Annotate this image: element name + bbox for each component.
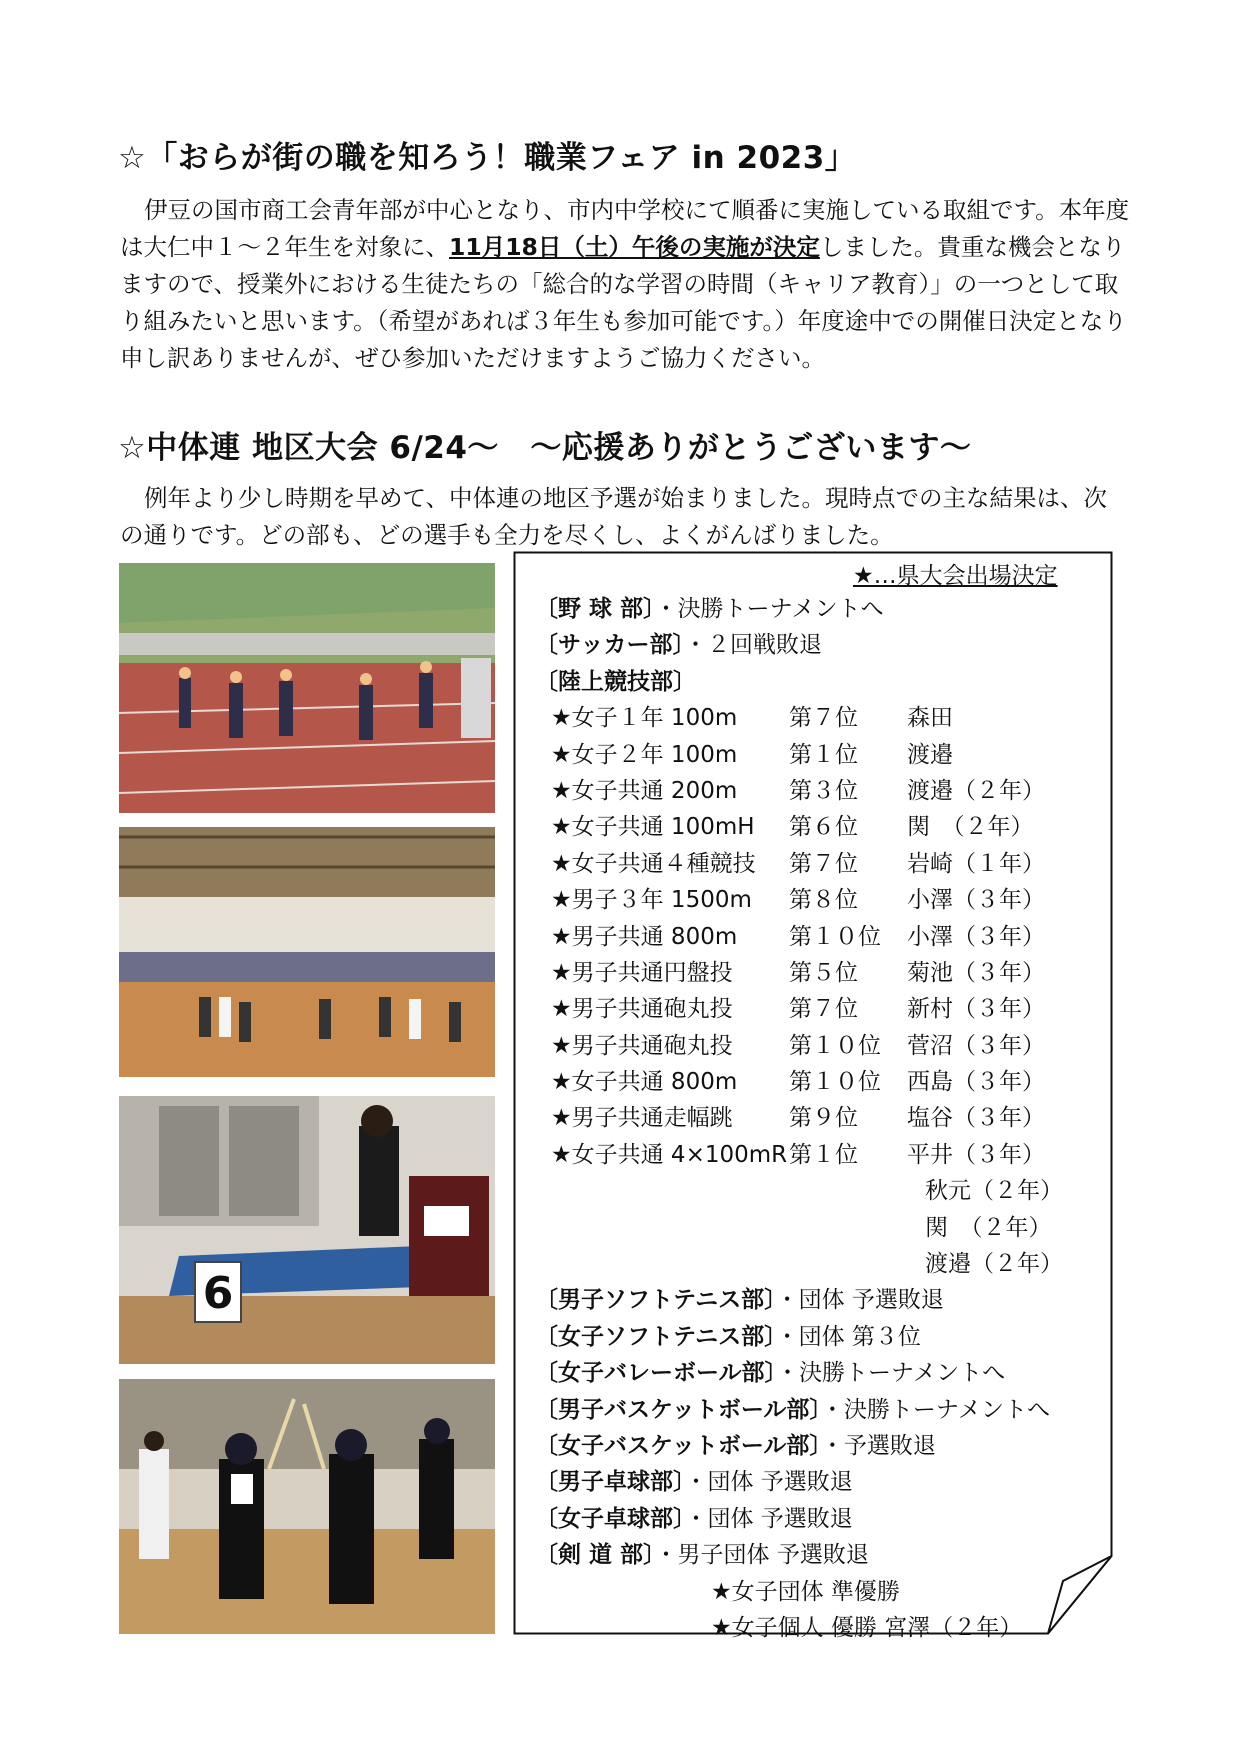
relay-member: 秋元（２年） <box>925 1178 1063 1205</box>
fair-paragraph <box>120 192 1130 377</box>
track-row <box>535 846 1103 882</box>
track-athlete: 平井（３年） <box>907 1141 1045 1168</box>
relay-member: 関 （２年） <box>925 1214 1052 1241</box>
result-mens-soft-tennis <box>535 1282 1103 1318</box>
tournament-heading: ☆中体連 地区大会 6/24～ ～応援ありがとうございます～ <box>118 430 972 466</box>
track-row <box>535 1064 1103 1100</box>
track-place: 第９位 <box>789 1105 858 1132</box>
track-event: ★女子１年 100m <box>551 705 738 732</box>
result-text: ・決勝トーナメントへ <box>820 1396 1050 1423</box>
track-athlete: 塩谷（３年） <box>907 1105 1045 1132</box>
photo-track-race <box>119 563 495 813</box>
track-event: ★女子共通 100mH <box>551 814 755 841</box>
track-place: 第６位 <box>789 814 858 841</box>
track-athlete: 菊池（３年） <box>907 959 1045 986</box>
track-event: ★男子共通走幅跳 <box>551 1105 733 1132</box>
track-athlete: 小澤（３年） <box>907 887 1045 914</box>
relay-member-row <box>535 1210 1103 1246</box>
fair-text-1: 伊豆の国市商工会青年部が中心となり、市内中学校にて順番に実施している取組です。本年度は大仁中１～２年生を対象に、 <box>120 196 1130 261</box>
track-event: ★男子３年 1500m <box>551 887 752 914</box>
result-womens-soft-tennis <box>535 1319 1103 1355</box>
result-text: ・２回戦敗退 <box>684 632 823 659</box>
tournament-paragraph <box>120 480 1130 554</box>
kendo-extra: ★女子団体 準優勝 <box>711 1578 900 1605</box>
result-text: ・男子団体 予選敗退 <box>654 1542 869 1569</box>
club-kendo: 〔剣 道 部〕 <box>535 1542 655 1569</box>
track-athlete: 菅沼（３年） <box>907 1032 1045 1059</box>
track-place: 第１０位 <box>789 923 881 950</box>
track-place: 第１位 <box>789 741 858 768</box>
club-mens-basketball: 〔男子バスケットボール部〕 <box>535 1396 821 1423</box>
track-event: ★女子共通 4×100mR <box>551 1141 788 1168</box>
result-text: ・団体 予選敗退 <box>775 1287 944 1314</box>
result-track-header <box>535 664 1103 700</box>
table-number-card: 6 <box>202 1268 234 1319</box>
track-row <box>535 1028 1103 1064</box>
kendo-extra: ★女子個人 優勝 宮澤（２年） <box>711 1614 1023 1641</box>
club-track: 〔陸上競技部〕 <box>535 668 696 695</box>
fair-heading: ☆「おらが街の職を知ろう！職業フェア in 2023」 <box>118 140 857 176</box>
results-list <box>535 591 1103 1646</box>
track-event: ★男子共通砲丸投 <box>551 996 733 1023</box>
track-athlete: 渡邉（２年） <box>907 777 1045 804</box>
track-athlete: 西島（３年） <box>907 1069 1045 1096</box>
track-row <box>535 955 1103 991</box>
legend-prefectural: ★…県大会出場決定 <box>853 563 1058 589</box>
result-text: ・団体 予選敗退 <box>684 1469 853 1496</box>
results-box <box>513 551 1113 1641</box>
kendo-extra-row <box>535 1610 1103 1646</box>
track-athlete: 関 （２年） <box>907 814 1034 841</box>
photo-basketball <box>119 827 495 1077</box>
track-row <box>535 919 1103 955</box>
club-mens-table-tennis: 〔男子卓球部〕 <box>535 1469 685 1496</box>
track-row <box>535 882 1103 918</box>
track-place: 第８位 <box>789 887 858 914</box>
result-text: ・決勝トーナメントへ <box>654 596 884 622</box>
track-event: ★男子共通 800m <box>551 923 738 950</box>
result-text: ・団体 予選敗退 <box>684 1505 853 1532</box>
result-womens-volleyball <box>535 1355 1103 1391</box>
track-place: 第７位 <box>789 850 858 877</box>
track-athlete: 新村（３年） <box>907 996 1045 1023</box>
club-mens-soft-tennis: 〔男子ソフトテニス部〕 <box>535 1287 776 1314</box>
photo-table-tennis <box>119 1096 495 1364</box>
track-place: 第３位 <box>789 777 858 804</box>
result-womens-basketball <box>535 1428 1103 1464</box>
relay-member-row <box>535 1173 1103 1209</box>
club-soccer: 〔サッカー部〕 <box>535 632 685 659</box>
result-soccer <box>535 627 1103 663</box>
track-place: 第１０位 <box>789 1069 881 1096</box>
relay-member-row <box>535 1246 1103 1282</box>
track-athlete: 岩崎（１年） <box>907 850 1045 877</box>
kendo-extra-row <box>535 1574 1103 1610</box>
result-mens-table-tennis <box>535 1464 1103 1500</box>
track-event: ★女子共通 200m <box>551 777 738 804</box>
photo-kendo <box>119 1379 495 1634</box>
club-womens-volleyball: 〔女子バレーボール部〕 <box>535 1360 777 1387</box>
track-place: 第７位 <box>789 996 858 1023</box>
result-text: ・団体 第３位 <box>775 1323 921 1350</box>
track-place: 第７位 <box>789 705 858 732</box>
track-row <box>535 773 1103 809</box>
track-event: ★男子共通砲丸投 <box>551 1032 733 1059</box>
track-row <box>535 809 1103 845</box>
tournament-text: 例年より少し時期を早めて、中体連の地区予選が始まりました。現時点での主な結果は、次の通りです。どの部も、どの選手も全力を尽くし、よくがんばりました。 <box>120 484 1108 549</box>
club-womens-table-tennis: 〔女子卓球部〕 <box>535 1505 685 1532</box>
track-row <box>535 737 1103 773</box>
fair-text-2: しました。貴重な機会となりますので、授業外における生徒たちの「総合的な学習の時間（キャリア教育）」の一つとして取り組みたいと思います。（希望があれば３年生も参加可能です。）年度途中での開催日決定となり申し訳ありませんが、ぜひ参加いただけますようご協力ください。 <box>120 233 1127 372</box>
track-athlete: 小澤（３年） <box>907 923 1045 950</box>
result-womens-table-tennis <box>535 1501 1103 1537</box>
result-text: ・予選敗退 <box>820 1432 936 1459</box>
club-baseball: 〔野 球 部〕 <box>535 596 655 622</box>
track-row <box>535 700 1103 736</box>
result-text: ・決勝トーナメントへ <box>776 1360 1006 1387</box>
track-event: ★男子共通円盤投 <box>551 959 733 986</box>
track-athlete: 森田 <box>907 705 953 732</box>
track-row <box>535 991 1103 1027</box>
track-row <box>535 1137 1103 1173</box>
result-mens-basketball <box>535 1392 1103 1428</box>
club-womens-basketball: 〔女子バスケットボール部〕 <box>535 1432 821 1459</box>
result-baseball <box>535 591 1103 627</box>
fair-date-emphasis: 11月18日（土）午後の実施が決定 <box>449 233 820 261</box>
relay-member: 渡邉（２年） <box>925 1251 1063 1278</box>
track-event: ★女子２年 100m <box>551 741 738 768</box>
track-place: 第１０位 <box>789 1032 881 1059</box>
track-place: 第５位 <box>789 959 858 986</box>
result-kendo <box>535 1537 1103 1573</box>
club-womens-soft-tennis: 〔女子ソフトテニス部〕 <box>535 1323 776 1350</box>
track-place: 第１位 <box>789 1141 858 1168</box>
track-athlete: 渡邉 <box>907 741 953 768</box>
track-event: ★女子共通４種競技 <box>551 850 756 877</box>
track-event: ★女子共通 800m <box>551 1069 738 1096</box>
track-row <box>535 1100 1103 1136</box>
